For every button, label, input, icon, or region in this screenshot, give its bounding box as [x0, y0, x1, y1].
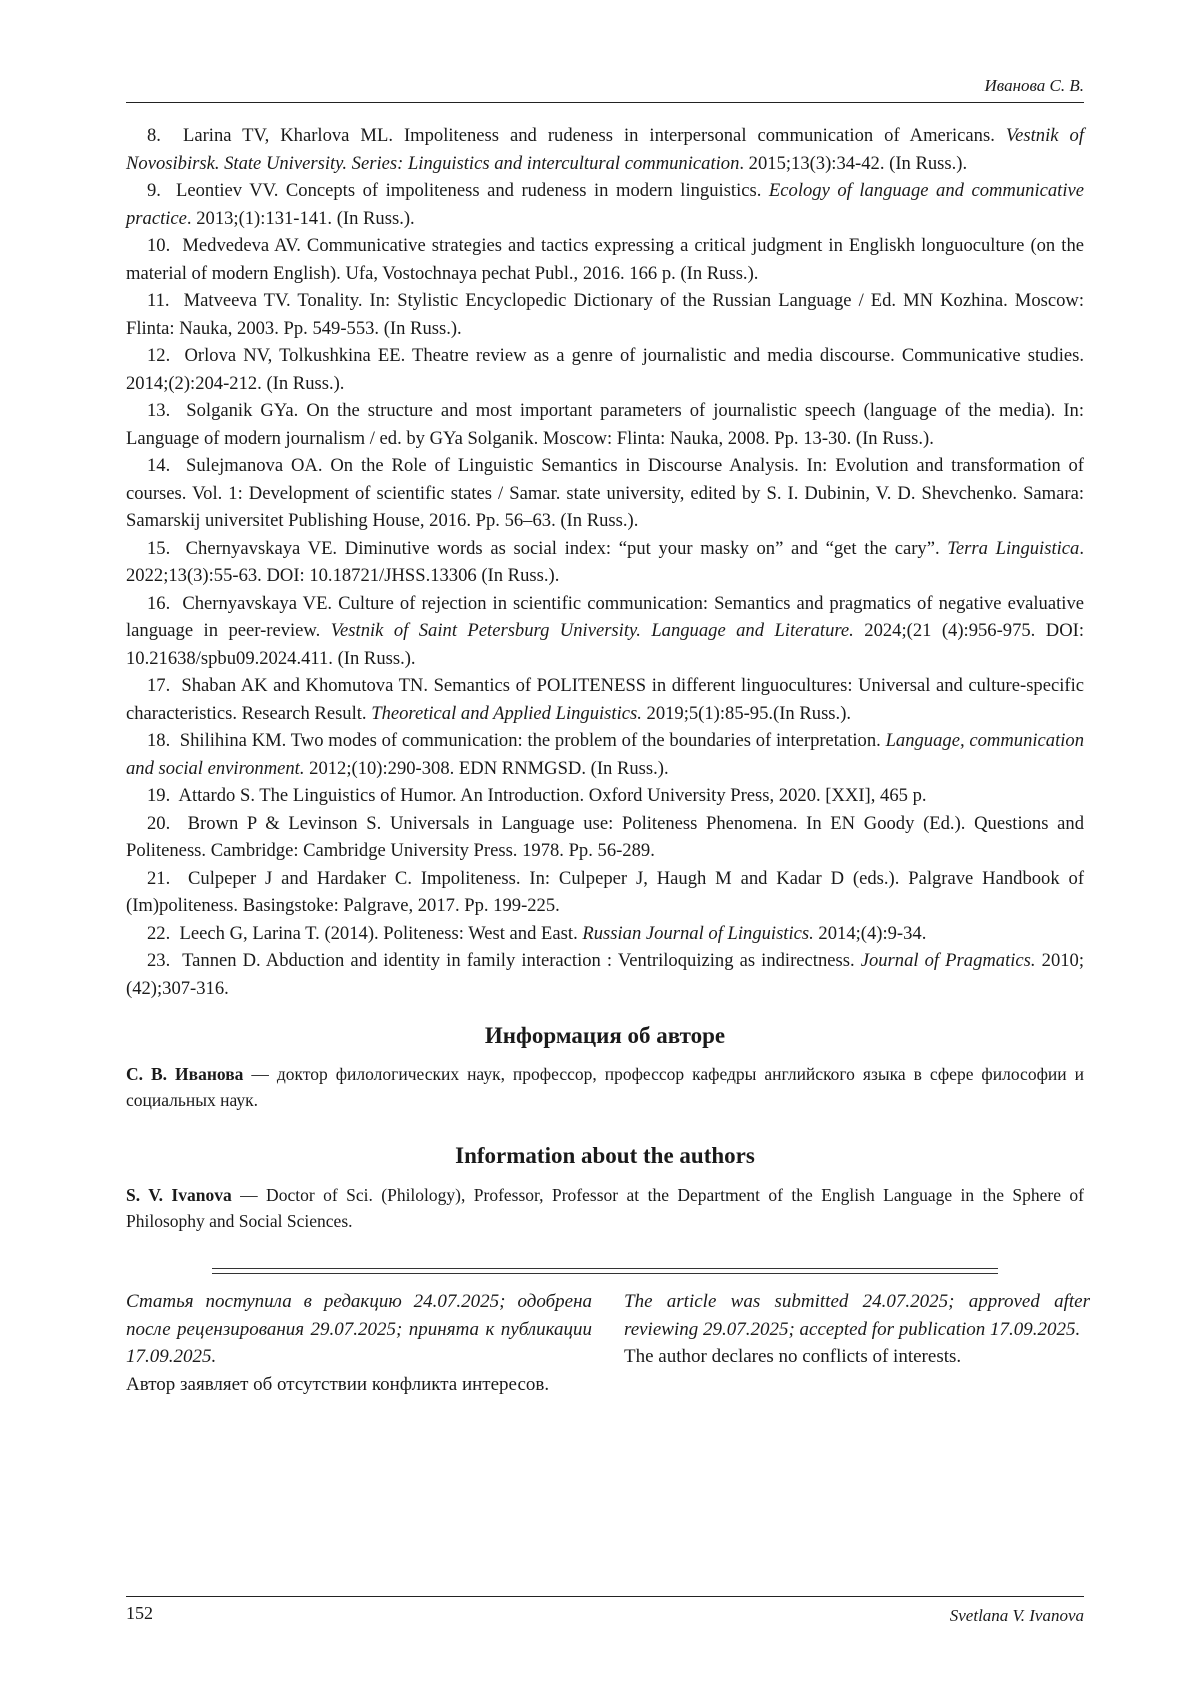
reference-number: 8. — [147, 125, 161, 146]
article-dates-en: The article was submitted 24.07.2025; approved after reviewing 29.07.2025; accepted for publication 17.09.2025. — [624, 1291, 1090, 1340]
reference-item — [126, 590, 1084, 673]
reference-item — [126, 672, 1084, 727]
dates-column-en — [624, 1288, 1090, 1371]
dates-column-ru — [126, 1288, 592, 1398]
reference-number: 11. — [147, 290, 170, 311]
running-head: Иванова С. В. — [984, 76, 1084, 95]
reference-source: Theoretical and Applied Linguistics. — [371, 702, 642, 724]
author-name-en: S. V. Ivanova — [126, 1185, 232, 1205]
reference-number: 13. — [147, 400, 171, 421]
header-rule — [126, 102, 1084, 103]
reference-text: Culpeper J and Hardaker C. Impoliteness. In: Culpeper J, Haugh M and Kadar D (eds.). Palgrave Handbook of (Im)politeness. Basingstoke: Palgrave, 2017. Pp. 199-225. — [126, 867, 1085, 916]
reference-details: . 2013;(1):131-141. (In Russ.). — [186, 207, 415, 229]
reference-number: 19. — [147, 785, 171, 806]
reference-item — [126, 865, 1084, 920]
reference-source: Journal of Pragmatics. — [860, 950, 1036, 971]
reference-text: Medvedeva AV. Communicative strategies and tactics expressing a critical judgment in Engliskh longuoculture (on the material of modern English). Ufa, Vostochnaya pechat Publ., 2016. 166 p. (In Russ.). — [126, 235, 1085, 284]
page-number: 152 — [126, 1603, 153, 1623]
author-info-en-title: Information about the authors — [455, 1143, 755, 1168]
author-info-ru-text — [126, 1061, 1084, 1113]
reference-details: . 2022;13(3):55-63. DOI: 10.18721/JHSS.13306 (In Russ.). — [126, 537, 1084, 586]
author-info-en-text — [126, 1182, 1084, 1234]
double-divider — [212, 1268, 998, 1274]
reference-details: 2012;(10):290-308. EDN RNMGSD. (In Russ.). — [304, 757, 669, 779]
reference-number: 15. — [147, 537, 171, 559]
reference-number: 16. — [147, 592, 171, 614]
reference-source: Language, communication and social environment. — [126, 730, 1085, 779]
reference-item — [126, 232, 1084, 287]
reference-text: Attardo S. The Linguistics of Humor. An Introduction. Oxford University Press, 2020. [XXI], 465 p. — [178, 785, 927, 806]
reference-text: Leontiev VV. Concepts of impoliteness and rudeness in modern linguistics. — [175, 180, 769, 201]
reference-text: Chernyavskaya VE. Diminutive words as social index: “put your masky on” and “get the cary”. — [185, 537, 948, 559]
reference-source: Terra Linguistica — [947, 537, 1080, 559]
reference-source: Ecology of language and communicative practice — [126, 180, 1084, 229]
reference-number: 23. — [147, 950, 171, 971]
article-dates-ru: Статья поступила в редакцию 24.07.2025; одобрена после рецензирования 29.07.2025; принята к публикации 17.09.2025. — [126, 1291, 592, 1367]
reference-source: Vestnik of Saint Petersburg University. Language and Literature. — [330, 620, 854, 641]
reference-details: 2019;5(1):85-95.(In Russ.). — [641, 702, 852, 724]
reference-number: 12. — [147, 345, 171, 366]
author-info-ru-title: Информация об авторе — [484, 1023, 726, 1048]
reference-details: 2014;(4):9-34. — [813, 922, 927, 944]
reference-item — [126, 920, 1084, 948]
reference-text: Larina TV, Kharlova ML. Impoliteness and rudeness in interpersonal communication of Americans. — [182, 125, 1006, 146]
reference-source: Vestnik of Novosibirsk. State University. Series: Linguistics and intercultural communication — [126, 125, 1085, 174]
reference-item — [126, 177, 1084, 232]
reference-number: 22. — [147, 922, 171, 944]
reference-item — [126, 397, 1084, 452]
reference-text: Matveeva TV. Tonality. In: Stylistic Encyclopedic Dictionary of the Russian Language / Ed. MN Kozhina. Moscow: Flinta: Nauka, 2003. Pp. 549-553. (In Russ.). — [126, 290, 1084, 339]
reference-item — [126, 727, 1084, 782]
reference-source: Russian Journal of Linguistics. — [582, 922, 814, 944]
reference-number: 10. — [147, 235, 171, 256]
reference-number: 18. — [147, 730, 171, 751]
footer-author: Svetlana V. Ivanova — [949, 1606, 1084, 1625]
reference-text: Orlova NV, Tolkushkina EE. Theatre review as a genre of journalistic and media discourse. Communicative studies. 2014;(2):204-212. (In Russ.). — [126, 345, 1085, 394]
reference-number: 21. — [147, 867, 171, 889]
reference-details: 2024;(21 (4):956-975. DOI: 10.21638/spbu09.2024.411. (In Russ.). — [126, 620, 1084, 669]
reference-text: Brown P & Levinson S. Universals in Language use: Politeness Phenomena. In EN Goody (Ed.). Questions and Politeness. Cambridge: Cambridge University Press. 1978. Pp. 56-289. — [126, 812, 1084, 861]
reference-item — [126, 122, 1084, 177]
reference-number: 20. — [147, 812, 171, 834]
reference-text: Shilihina KM. Two modes of communication: the problem of the boundaries of interpretation. — [179, 730, 886, 751]
reference-item — [126, 535, 1084, 590]
conflict-statement-en: The author declares no conflicts of interests. — [624, 1346, 962, 1367]
reference-text: Solganik GYa. On the structure and most important parameters of journalistic speech (language of the media). In: Language of modern journalism / ed. by GYa Solganik. Moscow: Flinta: Nauka, 2008. Pp. 13-30. (In Russ.). — [126, 400, 1085, 449]
conflict-statement-ru: Автор заявляет об отсутствии конфликта интересов. — [126, 1373, 550, 1395]
reference-number: 17. — [147, 675, 171, 696]
reference-number: 14. — [147, 455, 171, 476]
reference-text: Leech G, Larina T. (2014). Politeness: West and East. — [179, 922, 583, 944]
reference-item — [126, 782, 1084, 810]
reference-text: Sulejmanova OA. On the Role of Linguistic Semantics in Discourse Analysis. In: Evolution and transformation of courses. Vol. 1: Development of scientific states / Samar. state university, edited by S. I. Dubinin, V. D. Shevchenko. Samara: Samarskij universitet Publishing House, 2016. Pp. 56–63. (In Russ.). — [126, 455, 1084, 531]
reference-text: Tannen D. Abduction and identity in family interaction : Ventriloquizing as indirectness. — [182, 950, 861, 971]
reference-item — [126, 947, 1084, 1002]
reference-details: 2010;(42);307-316. — [126, 950, 1084, 999]
reference-item — [126, 810, 1084, 865]
footer-rule — [126, 1596, 1084, 1597]
reference-item — [126, 287, 1084, 342]
reference-list — [126, 122, 1084, 1002]
reference-text: Chernyavskaya VE. Culture of rejection in scientific communication: Semantics and pragmatics of negative evaluative language in peer-review. — [126, 592, 1084, 641]
reference-details: . 2015;13(3):34-42. (In Russ.). — [739, 152, 968, 174]
author-desc-en: — Doctor of Sci. (Philology), Professor, Professor at the Department of the English Language in the Sphere of Philosophy and Social Sciences. — [126, 1185, 1084, 1231]
author-desc-ru: — доктор филологических наук, профессор, профессор кафедры английского языка в сфере философии и социальных наук. — [126, 1064, 1084, 1110]
reference-item — [126, 452, 1084, 535]
reference-item — [126, 342, 1084, 397]
reference-number: 9. — [147, 180, 161, 201]
author-name-ru: С. В. Иванова — [126, 1064, 244, 1084]
reference-text: Shaban AK and Khomutova TN. Semantics of POLITENESS in different linguocultures: Universal and culture-specific characteristics. Research Result. — [126, 675, 1085, 724]
